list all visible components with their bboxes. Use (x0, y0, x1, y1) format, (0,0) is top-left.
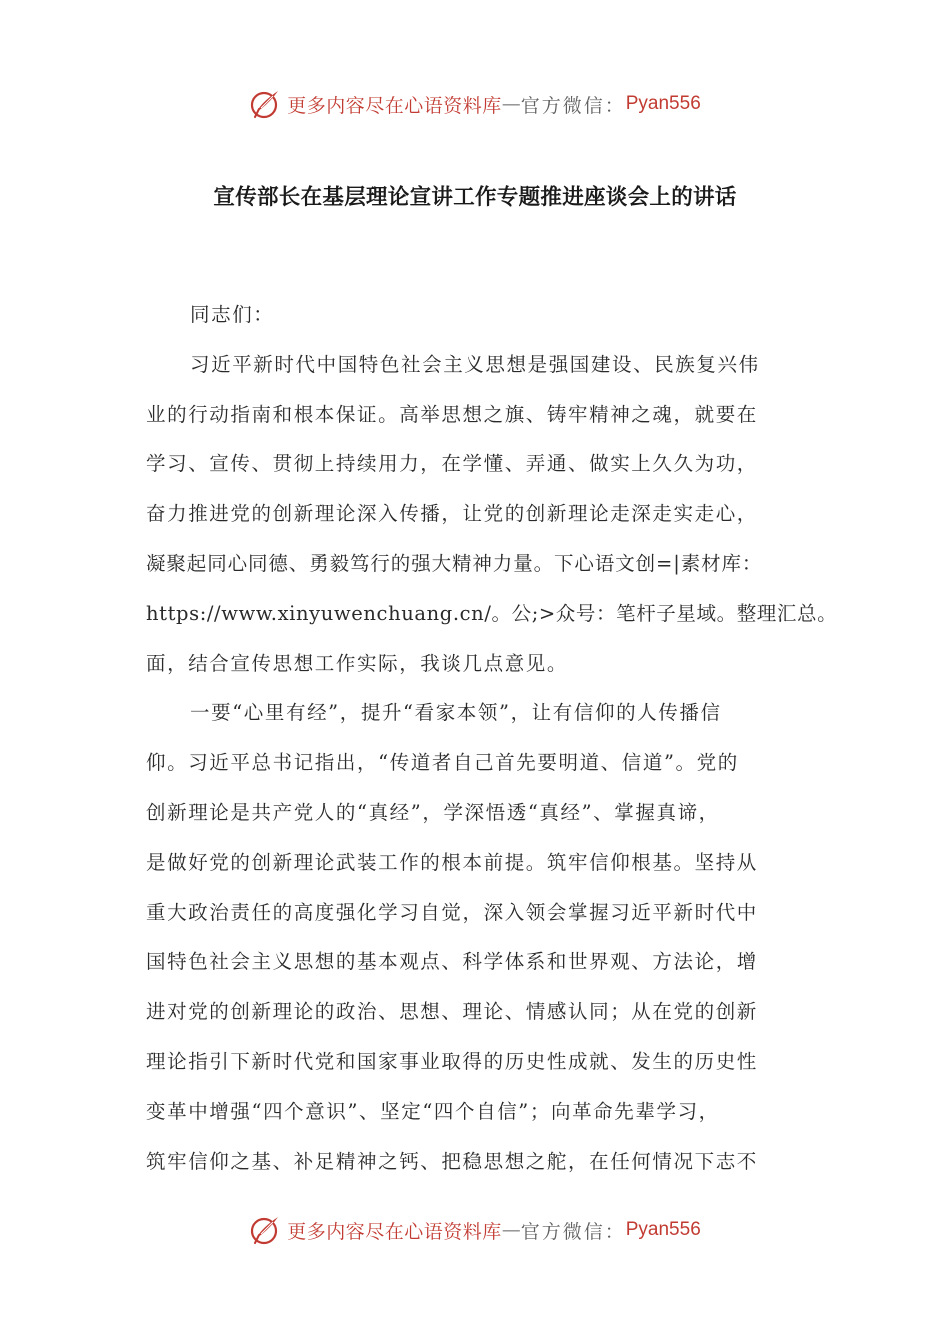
footer-banner (0, 1208, 950, 1252)
body-line: 理论指引下新时代党和国家事业取得的历史性成就、发生的历史性 (146, 1049, 758, 1073)
page-title: 宣传部长在基层理论宣讲工作专题推进座谈会上的讲话 (213, 185, 737, 210)
banner-wechat-id: Pyan556 (625, 1219, 701, 1240)
body-line: 国特色社会主义思想的基本观点、科学体系和世界观、方法论，增 (146, 950, 758, 974)
quill-pen-logo-icon (249, 1213, 283, 1247)
banner-slogan: 更多内容尽在心语资料库 (287, 1220, 502, 1243)
body-line: 习近平新时代中国特色社会主义思想是强国建设、民族复兴伟 (190, 352, 760, 376)
body-line: 进对党的创新理论的政治、思想、理论、情感认同；从在党的创新 (146, 1000, 758, 1024)
body-line: 学习、宣传、贯彻上持续用力，在学懂、弄通、做实上久久为功， (146, 452, 758, 476)
banner-dash: — (501, 1219, 521, 1241)
body-line: 创新理论是共产党人的“真经”，学深悟透“真经”、掌握真谛， (146, 800, 720, 824)
header-banner (0, 82, 950, 126)
body-line: 面，结合宣传思想工作实际，我谈几点意见。 (146, 651, 569, 675)
banner-wechat-label: 官方微信： (520, 94, 626, 117)
banner-dash: — (501, 93, 521, 115)
body-line-url: https://www.xinyuwenchuang.cn/。公;>众号：笔杆子星域。整理汇总。 (146, 601, 838, 625)
body-line: 筑牢信仰之基、补足精神之钙、把稳思想之舵，在任何情况下志不 (146, 1149, 758, 1173)
body-line: 重大政治责任的高度强化学习自觉，深入领会掌握习近平新时代中 (146, 900, 758, 924)
document-body (146, 290, 838, 1186)
body-line: 是做好党的创新理论武装工作的根本前提。筑牢信仰根基。坚持从 (146, 850, 758, 874)
body-line: 凝聚起同心同德、勇毅笃行的强大精神力量。下心语文创=|素材库： (146, 551, 763, 575)
body-line: 业的行动指南和根本保证。高举思想之旗、铸牢精神之魂，就要在 (146, 402, 758, 426)
banner-wechat-id: Pyan556 (625, 93, 701, 114)
body-line: 变革中增强“四个意识”、坚定“四个自信”；向革命先辈学习， (146, 1099, 720, 1123)
body-line: 奋力推进党的创新理论深入传播，让党的创新理论走深走实走心， (146, 502, 758, 526)
banner-wechat-label: 官方微信： (520, 1220, 626, 1243)
banner-slogan: 更多内容尽在心语资料库 (287, 94, 502, 117)
body-line: 一要“心里有经”，提升“看家本领”，让有信仰的人传播信 (190, 701, 722, 725)
body-line: 仰。习近平总书记指出，“传道者自己首先要明道、信道”。党的 (146, 751, 739, 775)
quill-pen-logo-icon (249, 87, 283, 121)
body-line: 同志们： (190, 303, 275, 326)
